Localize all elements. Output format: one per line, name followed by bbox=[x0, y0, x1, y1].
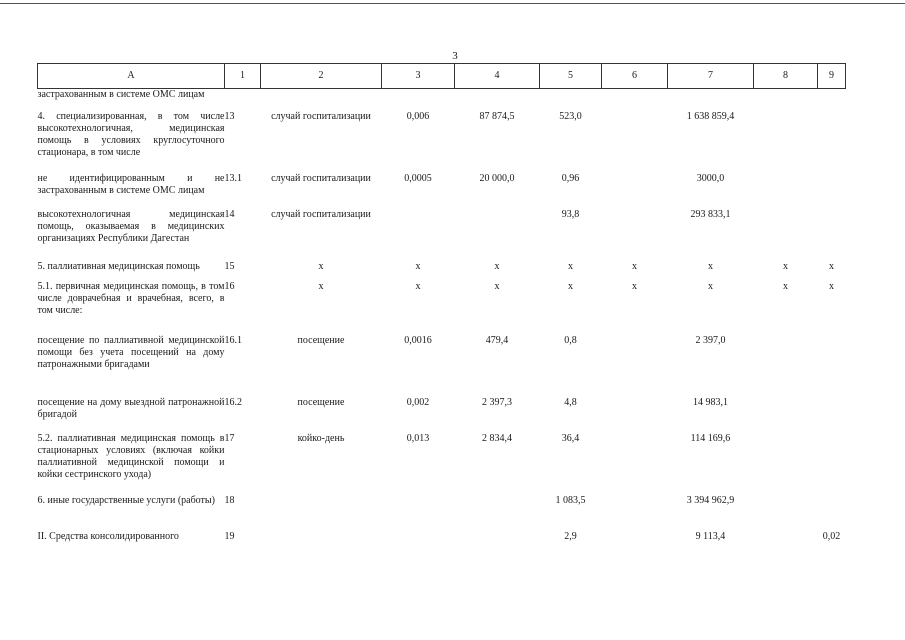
table-cell: х bbox=[568, 280, 573, 292]
table-cell: 0,013 bbox=[406, 432, 430, 444]
table-cell: 2,9 bbox=[564, 530, 577, 542]
row-description: II. Средства консолидированного bbox=[37, 530, 179, 542]
table-cell: 2 397,3 bbox=[482, 396, 512, 408]
row-description: 5.2. паллиативная медицинская помощь в стационарных условиях (включая койки паллиативной медицинской помощи и койки сестринского ухода) bbox=[37, 432, 225, 480]
table-cell: 479,4 bbox=[485, 334, 509, 346]
table-cell: х bbox=[708, 260, 713, 272]
header-row bbox=[38, 64, 846, 89]
table-cell: 18 bbox=[224, 494, 235, 506]
table-cell bbox=[818, 89, 846, 111]
table-row bbox=[38, 209, 846, 261]
table-cell bbox=[602, 111, 668, 173]
table-cell: 36,4 bbox=[561, 432, 580, 444]
table-cell: 13.1 bbox=[224, 172, 242, 184]
table-cell: 0,0016 bbox=[404, 334, 432, 346]
table-row bbox=[38, 173, 846, 209]
table-cell bbox=[754, 495, 818, 531]
table-cell bbox=[818, 495, 846, 531]
table-cell: 13 bbox=[224, 110, 235, 122]
table-cell bbox=[818, 335, 846, 397]
table-cell bbox=[754, 531, 818, 551]
header-cell: 9 bbox=[818, 64, 846, 89]
table-cell: 523,0 bbox=[559, 110, 582, 122]
table-cell: 0,02 bbox=[822, 530, 841, 542]
table-cell: 4,8 bbox=[564, 396, 577, 408]
table-cell bbox=[754, 335, 818, 397]
row-description: 6. иные государственные услуги (работы) bbox=[37, 494, 215, 506]
table-cell bbox=[602, 433, 668, 495]
table-cell: х bbox=[318, 280, 324, 292]
row-description: высокотехнологичная медицинская помощь, оказываемая в медицинских организациях Республики Дагестан bbox=[37, 208, 225, 244]
table-row bbox=[38, 261, 846, 281]
header-cell: 1 bbox=[225, 64, 261, 89]
table-cell: х bbox=[632, 260, 637, 272]
table-cell bbox=[754, 173, 818, 209]
header-cell: 4 bbox=[455, 64, 540, 89]
page-number: 3 bbox=[452, 50, 458, 62]
table-cell bbox=[455, 209, 540, 261]
table-cell bbox=[602, 495, 668, 531]
table-cell: х bbox=[494, 280, 500, 292]
table-cell: койко-день bbox=[297, 432, 345, 444]
table-cell: 9 113,4 bbox=[695, 530, 726, 542]
table-cell bbox=[382, 209, 455, 261]
table-cell: 2 397,0 bbox=[695, 334, 726, 346]
table-cell bbox=[668, 89, 754, 111]
table-cell: 1 638 859,4 bbox=[686, 110, 735, 122]
table-cell: х bbox=[494, 260, 500, 272]
header-cell: 7 bbox=[668, 64, 754, 89]
row-description: 5.1. первичная медицинская помощь, в том числе доврачебная и врачебная, всего, в том числе: bbox=[37, 280, 225, 316]
table-cell: 3000,0 bbox=[696, 172, 725, 184]
table-cell: 15 bbox=[224, 260, 235, 272]
row-description: застрахованным в системе ОМС лицам bbox=[37, 89, 205, 100]
table-cell: случай госпитализации bbox=[271, 110, 371, 122]
table-cell: х bbox=[415, 260, 421, 272]
table-cell: 0,96 bbox=[561, 172, 580, 184]
table-cell: 16.2 bbox=[224, 396, 242, 408]
table-row bbox=[38, 433, 846, 495]
table-cell bbox=[754, 111, 818, 173]
table-cell: случай госпитализации bbox=[271, 172, 371, 184]
table-cell: 14 983,1 bbox=[693, 396, 728, 408]
table-row bbox=[38, 89, 846, 111]
table-cell: случай госпитализации bbox=[271, 208, 371, 220]
table-cell bbox=[455, 531, 540, 551]
header-cell: 8 bbox=[754, 64, 818, 89]
table-cell: 19 bbox=[224, 530, 235, 542]
table-cell bbox=[382, 89, 455, 111]
table-cell bbox=[540, 89, 602, 111]
table-cell bbox=[261, 531, 382, 551]
table-cell: 0,8 bbox=[564, 334, 577, 346]
table-cell bbox=[382, 531, 455, 551]
table-cell bbox=[455, 495, 540, 531]
table-cell: 0,0005 bbox=[404, 172, 432, 184]
table-cell bbox=[818, 397, 846, 433]
table-cell: 293 833,1 bbox=[690, 208, 731, 220]
table-row bbox=[38, 531, 846, 551]
table-cell bbox=[818, 209, 846, 261]
header-cell: 6 bbox=[602, 64, 668, 89]
row-description: 5. паллиативная медицинская помощь bbox=[37, 260, 200, 272]
table-cell bbox=[818, 173, 846, 209]
table-row bbox=[38, 495, 846, 531]
header-cell: А bbox=[38, 64, 225, 89]
table-cell: 3 394 962,9 bbox=[686, 494, 735, 506]
table-cell: 14 bbox=[224, 208, 235, 220]
table-cell bbox=[455, 89, 540, 111]
table-cell bbox=[754, 397, 818, 433]
table-cell bbox=[754, 209, 818, 261]
table-cell bbox=[754, 433, 818, 495]
row-description: не идентифицированным и не застрахованным в системе ОМС лицам bbox=[37, 172, 225, 196]
row-description: 4. специализированная, в том числе высокотехнологичная, медицинская помощь в условиях круглосуточного стационара, в том числе bbox=[37, 110, 225, 158]
table-cell: 16 bbox=[224, 280, 235, 292]
data-table bbox=[37, 63, 846, 551]
table-cell: 2 834,4 bbox=[482, 432, 512, 444]
table-cell: х bbox=[829, 280, 834, 292]
table-row bbox=[38, 335, 846, 397]
table-cell bbox=[261, 89, 382, 111]
row-description: посещение на дому выездной патронажной бригадой bbox=[37, 396, 225, 420]
table-cell bbox=[602, 335, 668, 397]
table-cell: х bbox=[783, 280, 788, 292]
table-cell: 114 169,6 bbox=[690, 432, 731, 444]
table-cell: х bbox=[415, 280, 421, 292]
table-cell: 20 000,0 bbox=[479, 172, 515, 184]
table-cell: х bbox=[829, 260, 834, 272]
table-cell bbox=[382, 495, 455, 531]
row-description: посещение по паллиативной медицинской помощи без учета посещений на дому патронажными бригадами bbox=[37, 334, 225, 370]
table-cell bbox=[261, 495, 382, 531]
table-cell bbox=[818, 111, 846, 173]
table-cell bbox=[602, 173, 668, 209]
table-row bbox=[38, 111, 846, 173]
table-row bbox=[38, 397, 846, 433]
table-cell: х bbox=[783, 260, 788, 272]
table-cell: х bbox=[632, 280, 637, 292]
table-cell: 16.1 bbox=[224, 334, 242, 346]
table-cell: 93,8 bbox=[561, 208, 580, 220]
table-cell bbox=[602, 397, 668, 433]
table-cell bbox=[602, 209, 668, 261]
page-top-border bbox=[0, 3, 905, 4]
table-cell: 17 bbox=[224, 432, 235, 444]
table-row bbox=[38, 281, 846, 335]
table-cell: х bbox=[708, 280, 713, 292]
table-cell: 1 083,5 bbox=[555, 494, 586, 506]
table-cell: х bbox=[568, 260, 573, 272]
table-cell: 0,002 bbox=[406, 396, 430, 408]
table-cell: 0,006 bbox=[406, 110, 430, 122]
table-cell bbox=[754, 89, 818, 111]
header-cell: 2 bbox=[261, 64, 382, 89]
table-cell: х bbox=[318, 260, 324, 272]
table-cell bbox=[225, 89, 261, 111]
table-cell bbox=[602, 531, 668, 551]
table-cell bbox=[602, 89, 668, 111]
table-cell: посещение bbox=[297, 396, 345, 408]
table-cell bbox=[818, 433, 846, 495]
header-cell: 5 bbox=[540, 64, 602, 89]
table-cell: посещение bbox=[297, 334, 345, 346]
table-cell: 87 874,5 bbox=[479, 110, 515, 122]
header-cell: 3 bbox=[382, 64, 455, 89]
